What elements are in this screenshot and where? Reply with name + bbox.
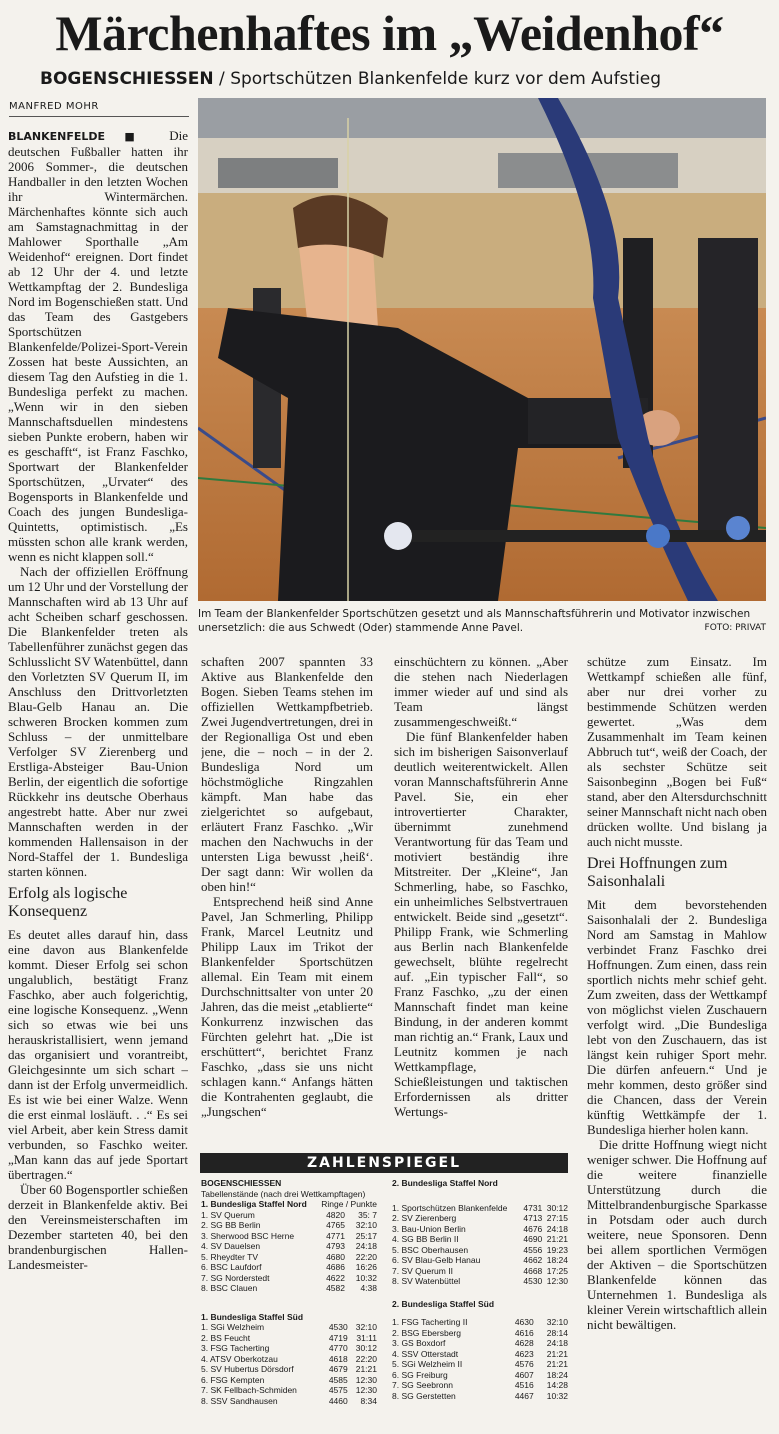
paragraph: Über 60 Bogensportler schießen derzeit in Blankenfelde aktiv. Bei den Vereinsmeisterschaften im Dezember starteten 40, bei den brandenburgischen Hallen-Landesmeister- <box>8 1182 188 1272</box>
table-row <box>201 1273 377 1284</box>
team-name: 1. FSG Tacherting II <box>392 1317 468 1327</box>
table-row <box>201 1241 377 1252</box>
table-row <box>392 1328 568 1339</box>
rings-value: 4686 <box>326 1262 345 1272</box>
table-2bl-nord <box>392 1203 568 1287</box>
byline-rule <box>9 116 189 117</box>
points-value: 16:26 <box>355 1262 377 1272</box>
points-value: 21:21 <box>546 1234 568 1244</box>
points-value: 30:12 <box>355 1343 377 1353</box>
subheading: Drei Hoffnungen zum Saisonhalali <box>587 855 728 890</box>
points-value: 18:24 <box>546 1369 568 1380</box>
team-name: 8. SV Watenbüttel <box>392 1276 461 1286</box>
team-name: 4. ATSV Oberkotzau <box>201 1353 278 1364</box>
stats-right <box>392 1178 568 1401</box>
team-name: 7. SV Querum II <box>392 1265 453 1276</box>
rings-value: 4719 <box>328 1332 348 1343</box>
rings-value: 4679 <box>328 1364 348 1374</box>
table-row <box>201 1375 377 1386</box>
points-value: 25:17 <box>355 1230 377 1241</box>
rings-value: 4630 <box>514 1317 534 1327</box>
section-label: BOGENSCHIESSEN <box>40 69 214 89</box>
rings-value: 4770 <box>328 1343 348 1353</box>
points-value: 30:12 <box>546 1202 568 1213</box>
rings-value: 4530 <box>523 1276 543 1286</box>
rings-value: 4467 <box>514 1390 534 1401</box>
stats-header: BOGENSCHIESSEN <box>201 1178 282 1188</box>
table-row <box>392 1245 568 1256</box>
team-name: 4. SG BB Berlin II <box>392 1234 459 1244</box>
rings-value: 4460 <box>328 1395 348 1406</box>
team-name: 1. Sportschützen Blankenfelde <box>392 1202 508 1213</box>
points-value: 10:32 <box>546 1390 568 1401</box>
table-row <box>201 1210 377 1221</box>
rings-value: 4793 <box>326 1241 345 1251</box>
article-column-4 <box>587 654 767 1414</box>
article-photo <box>198 98 766 601</box>
team-name: 8. BSC Clauen <box>201 1283 258 1293</box>
rings-value: 4765 <box>326 1220 345 1230</box>
table-row <box>392 1213 568 1224</box>
archer-photo-illustration <box>198 98 766 601</box>
paragraph: Entsprechend heiß sind Anne Pavel, Jan Schmerling, Philipp Frank, Marcel Leutnitz und Philipp Laux im Trikot der Blankenfelder Sportschützen allemal. Ein Team mit einem Durchschnittsalter von unter 20 Jahren, das die meist „etablierte“ Konkurrenz inzwischen das Fürchten gelehrt hat. „Die ist erschüttert“, berichtet Franz Faschko, „dass sie uns nicht schlagen kann.“ Anfangs hätten die Kontrahenten geglaubt, die „Jungschen“ <box>201 894 373 1119</box>
table-row <box>201 1322 377 1333</box>
rings-value: 4622 <box>326 1272 345 1283</box>
table-row <box>201 1283 377 1294</box>
points-value: 27:15 <box>546 1213 568 1223</box>
points-value: 24:18 <box>355 1241 377 1251</box>
rings-value: 4628 <box>514 1338 534 1348</box>
team-name: 4. SSV Otterstadt <box>392 1348 459 1359</box>
points-value: 24:18 <box>546 1338 568 1348</box>
rings-value: 4690 <box>523 1234 543 1244</box>
headline: Märchenhaftes im „Weidenhof“ <box>55 5 724 61</box>
article-column-1 <box>8 128 188 1418</box>
stats-subheader: Tabellenstände (nach drei Wettkampftagen) <box>201 1188 366 1199</box>
table-row <box>201 1231 377 1242</box>
points-value: 10:32 <box>355 1272 377 1283</box>
table-row <box>392 1359 568 1370</box>
paragraph-text: Die deutschen Fußballer hatten ihr 2006 Sommer-, die deutschen Handballer in den letzten Wochen ihr Wintermärchen. Märchenhaftes könnte sich auch am Samstagnachmittag in der Mahlower Sporthalle „Am Weidenhof“ ereignen. Dort findet ab 12 Uhr der 4. und letzte Wettkampftag der 2. Bundesliga Nord im Bogenschießen statt. Und das Team des Gastgebers Sportschützen Blankenfelde/Polizei-Sport-Verein Zossen hat beste Aussichten, an diesem Tag den Aufstieg in die 1. Bundesliga perfekt zu machen. „Wenn wir in den sieben Mannschaftsduellen mindestens sieben Punkte erobern, haben wir es geschafft“, ist Franz Faschko, Sportwart der Blankenfelder Sportschützen, „Urvater“ des Bogensports in Blankenfelde und Coach des jungen Bundesliga-Quintetts, optimistisch. „Es müssten schon alle krank werden, wenn es nicht klappen soll.“ <box>8 128 188 564</box>
table-1bl-nord <box>201 1199 377 1294</box>
paragraph: Die dritte Hoffnung wiegt nicht weniger schwer. Die Hoffnung auf die weitere finanzielle Unterstützung durch die Mittelbrandenburgische Sparkasse in Potsdam oder auch durch weitere, neue Sponsoren. Denn bei allem sportlichen Vermögen der Aktiven – die Sportschützen Blankenfelde können das Unternehmen 1. Bundesliga als kleiner Verein wirtschaftlich allein nicht bewältigen. <box>587 1137 767 1332</box>
team-name: 4. SV Dauelsen <box>201 1241 261 1251</box>
dateline: BLANKENFELDE ■ <box>8 130 151 143</box>
table-row <box>201 1333 377 1344</box>
table-row <box>392 1234 568 1245</box>
table-row <box>392 1380 568 1391</box>
paragraph: schütze zum Einsatz. Im Wettkampf schießen alle fünf, aber nur drei vorher zu bestimmende Schützen werden gewertet. „Was dem Zusammenhalt im Team keinen Abbruch tut“, weiß der Coach, der als sechster Schütze seit Saisonbeginn „Bogen bei Fuß“ stand, aber den Altersdurchschnitt seiner Mannschaft nicht nach oben drücken wollte. Und bislang ja auch nicht musste. <box>587 654 767 849</box>
points-value: 32:10 <box>355 1322 377 1332</box>
subhead-text: Sportschützen Blankenfelde kurz vor dem Aufstieg <box>230 69 662 89</box>
points-value: 14:28 <box>546 1380 568 1390</box>
team-name: 5. Rheydter TV <box>201 1251 259 1262</box>
points-value: 21:21 <box>546 1359 568 1369</box>
rings-value: 4585 <box>328 1374 348 1385</box>
table-row <box>392 1224 568 1235</box>
team-name: 2. SG BB Berlin <box>201 1220 261 1230</box>
stats-left <box>201 1178 377 1406</box>
rings-value: 4575 <box>328 1385 348 1395</box>
team-name: 2. SV Zierenberg <box>392 1213 457 1223</box>
rings-value: 4556 <box>523 1244 543 1255</box>
team-name: 6. SG Freiburg <box>392 1369 448 1380</box>
rings-value: 4820 <box>326 1209 345 1220</box>
table-title: 1. Bundesliga Staffel Süd <box>201 1311 304 1322</box>
team-name: 8. SSV Sandhausen <box>201 1395 278 1406</box>
table-row <box>201 1220 377 1231</box>
photo-credit: FOTO: PRIVAT <box>704 623 766 633</box>
rings-value: 4576 <box>514 1359 534 1369</box>
rings-value: 4771 <box>326 1230 345 1241</box>
table-row <box>392 1266 568 1277</box>
article-column-3 <box>394 654 568 1134</box>
team-name: 1. SGi Welzheim <box>201 1322 265 1332</box>
team-name: 2. BS Feucht <box>201 1332 251 1343</box>
team-name: 7. SG Seebronn <box>392 1380 453 1390</box>
points-value: 22:20 <box>355 1353 377 1364</box>
table-1bl-sued <box>201 1312 377 1407</box>
table-row <box>392 1203 568 1214</box>
table-row <box>201 1396 377 1407</box>
rings-value: 4731 <box>523 1202 543 1213</box>
team-name: 7. SG Norderstedt <box>201 1272 270 1283</box>
table-row <box>392 1255 568 1266</box>
photo-caption <box>198 607 766 635</box>
points-value: 32:10 <box>355 1220 377 1230</box>
table-row <box>201 1262 377 1273</box>
table-title: 1. Bundesliga Staffel Nord <box>201 1199 307 1209</box>
rings-value: 4582 <box>326 1283 345 1293</box>
table-row <box>392 1370 568 1381</box>
rings-value: 4662 <box>523 1255 543 1265</box>
rings-value: 4530 <box>328 1322 348 1332</box>
points-value: 35: 7 <box>358 1209 377 1220</box>
team-name: 8. SG Gerstetten <box>392 1390 456 1401</box>
team-name: 6. SV Blau-Gelb Hanau <box>392 1255 481 1265</box>
subheading: Erfolg als logische Konsequenz <box>8 885 128 920</box>
points-value: 31:11 <box>356 1332 377 1343</box>
table-body <box>392 1317 568 1401</box>
rings-value: 4680 <box>326 1251 345 1262</box>
points-value: 12:30 <box>546 1276 568 1286</box>
points-value: 24:18 <box>546 1223 568 1234</box>
table-row <box>392 1338 568 1349</box>
table-body <box>201 1210 377 1294</box>
points-value: 19:23 <box>546 1244 568 1255</box>
paragraph <box>8 128 188 564</box>
points-value: 28:14 <box>546 1327 568 1338</box>
paragraph: Es deutet alles darauf hin, dass eine davon aus Blankenfelde kommt. Dieser Erfolg sei schon ungalublich, bestätigt Franz Faschko, aber auch folgerichtig, eine logische Konsequenz. „Wenn sich so etwas wie bei uns herauskristallisiert, wenn jemand das organisiert und vorantreibt, Gleichgesinnte um sich schart – dann ist der Erfolg unvermeidlich. Es ist wie bei einer Walze. Wenn die erst einmal losläuft. . .“ Es sei viel Arbeit, aber kein Stress damit verbunden, so Faschko weiter. „Man kann das auf jede Sportart übertragen.“ <box>8 927 188 1182</box>
team-name: 7. SK Fellbach-Schmiden <box>201 1385 297 1395</box>
table-body <box>201 1322 377 1406</box>
subheadline <box>40 68 775 90</box>
points-value: 22:20 <box>355 1251 377 1262</box>
rings-value: 4668 <box>523 1265 543 1276</box>
stats-box-title: ZAHLENSPIEGEL <box>200 1153 568 1173</box>
team-name: 3. Sherwood BSC Herne <box>201 1230 295 1241</box>
table-body <box>392 1203 568 1287</box>
points-value: 21:21 <box>355 1364 377 1374</box>
team-name: 3. GS Boxdorf <box>392 1338 446 1348</box>
points-value: 12:30 <box>355 1385 377 1395</box>
article-column-2 <box>201 654 373 1134</box>
caption-text: Im Team der Blankenfelder Sportschützen gesetzt und als Mannschaftsführerin und Motivator inzwischen unersetzlich: die aus Schwedt (Oder) stammende Anne Pavel. <box>198 608 751 634</box>
rings-value: 4607 <box>514 1369 534 1380</box>
points-value: 21:21 <box>546 1348 568 1359</box>
paragraph: schaften 2007 spannten 33 Aktive aus Blankenfelde den Bogen. Sieben Teams stehen im offiziellen Wettkampfbetrieb. Zwei Jugendvertretungen, drei in der Regionalliga Ost und eben jene, die – noch – in der 2. Bundesliga Nord um höchstmögliche Ringzahlen kämpft. Man habe das zielgerichtet so aufgebaut, erläutert Franz Faschko. „Wir machen den Nachwuchs in der untersten Liga bewusst ‚heiß‘. Der sagt dann: Wir wollen da oben hin!“ <box>201 654 373 894</box>
paragraph: Nach der offiziellen Eröffnung um 12 Uhr und der Vorstellung der Mannschaften wird ab 13 Uhr auf acht Scheiben scharf geschossen. Die Blankenfelder treten als Tabellenführer zunächst gegen das Schlusslicht SV Watenbüttel, dann den Vorletzten SV Querum II, im Anschluss den Drittvorletzten Blau-Gelb Hanau an. Die schweren Brocken kommen zum Schluss – der unmittelbare Verfolger SV Zierenberg und Erstliga-Absteiger Bau-Union Berlin, der eigentlich die sofortige Rückkehr ins deutsche Oberhaus angestrebt hatte. Aber nur zwei Mannschaften werden in der kommenden Hallensaison in der Nord-Staffel der 1. Bundesliga starten können. <box>8 564 188 879</box>
points-value: 8:34 <box>360 1395 377 1406</box>
team-name: 3. FSG Tacherting <box>201 1343 270 1353</box>
team-name: 5. SGi Welzheim II <box>392 1359 463 1369</box>
rings-value: 4616 <box>514 1327 534 1338</box>
rings-value: 4623 <box>514 1348 534 1359</box>
rings-value: 4618 <box>328 1353 348 1364</box>
table-row <box>201 1354 377 1365</box>
team-name: 5. BSC Oberhausen <box>392 1244 469 1255</box>
table-column-header: Ringe / Punkte <box>321 1199 377 1209</box>
points-value: 4:38 <box>360 1283 377 1293</box>
table-row <box>392 1276 568 1287</box>
table-2bl-sued <box>392 1317 568 1401</box>
table-row <box>201 1385 377 1396</box>
team-name: 5. SV Hubertus Dörsdorf <box>201 1364 294 1374</box>
author-byline: MANFRED MOHR <box>9 101 99 112</box>
table-row <box>392 1317 568 1328</box>
table-row <box>201 1364 377 1375</box>
rings-value: 4713 <box>523 1213 543 1223</box>
table-row <box>392 1349 568 1360</box>
paragraph: Mit dem bevorstehenden Saisonhalali der 2. Bundesliga Nord am Samstag in Mahlow verbindet Franz Faschko drei Hoffnungen. Zum einen, dass rein sportlich nichts mehr schief geht. Zum zweiten, dass der Wettkampf von möglichst vielen Zuschauern verfolgt wird. „Die Bundesliga lebt von den Zuschauern, das ist längst kein ruhiger Sport mehr. Die dürfen anfeuern.“ Und je mehr kommen, desto größer sind die Chancen, dass der Verein künftig Wettkämpfe der 1. Bundesliga hierher holen kann. <box>587 897 767 1137</box>
rings-value: 4676 <box>523 1223 543 1234</box>
points-value: 32:10 <box>546 1317 568 1327</box>
points-value: 12:30 <box>355 1374 377 1385</box>
team-name: 6. FSG Kempten <box>201 1374 265 1385</box>
subhead-separator: / <box>213 69 231 89</box>
rings-value: 4516 <box>514 1380 534 1390</box>
points-value: 17:25 <box>546 1265 568 1276</box>
team-name: 1. SV Querum <box>201 1209 255 1220</box>
team-name: 6. BSC Laufdorf <box>201 1262 262 1272</box>
paragraph: Die fünf Blankenfelder haben sich im bisherigen Saisonverlauf deutlich weiterentwickelt. Allen voran Mannschaftsführerin Anne Pavel. Sie, ein eher introvertierter Charakter, übernimmt zunehmend Verantwortung für das Team und motiviert beständig ihre Mitstreiter. Der „Kleine“, Jan Schmerling, habe, so Faschko, ein unheimliches Selbstvertrauen entwickelt. Beide sind „gesetzt“. Philipp Frank, wie Schmerling aus Berlin nach Blankenfelde gewechselt, blühte regelrecht auf. „Ein typischer Fall“, so Franz Faschko, „zu der einen Mannschaft findet man keine Bindung, in der anderen kommt man richtig an.“ Frank, Laux und Leutnitz kommen je nach Wettkampflage, Schießleistungen und taktischen Erfordernissen als dritter Wertungs- <box>394 729 568 1119</box>
team-name: 3. Bau-Union Berlin <box>392 1223 466 1234</box>
points-value: 18:24 <box>546 1255 568 1265</box>
table-title: 2. Bundesliga Staffel Süd <box>392 1298 495 1309</box>
paragraph: einschüchtern zu können. „Aber die stehen nach Niederlagen immer wieder auf und sind als Team längst zusammengeschweißt.“ <box>394 654 568 729</box>
team-name: 2. BSG Ebersberg <box>392 1327 461 1338</box>
table-row <box>201 1343 377 1354</box>
table-title: 2. Bundesliga Staffel Nord <box>392 1178 498 1188</box>
table-row <box>392 1391 568 1402</box>
table-row <box>201 1252 377 1263</box>
